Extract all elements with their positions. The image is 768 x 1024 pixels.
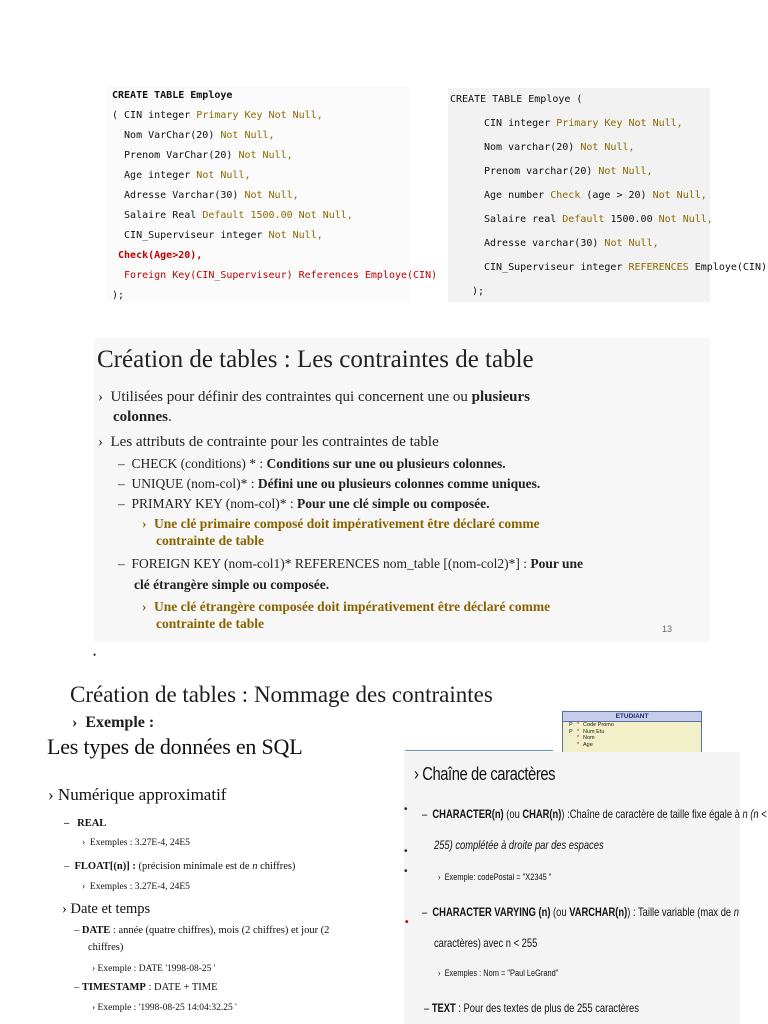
table-diagram-etudiant (562, 711, 702, 755)
code-line: ( CIN integer Primary Key Not Null, (112, 110, 323, 121)
table-diagram-header: ETUDIANT (563, 712, 701, 722)
code-line: Salaire Real Default 1500.00 Not Null, (112, 210, 353, 221)
example-item: › Exemple : '1998-08-25 14:04:32.25 ' (92, 1003, 237, 1013)
note-foreign-key-cont: contrainte de table (156, 616, 264, 631)
divider (405, 750, 553, 751)
slide-title-sql-types: Les types de données en SQL (47, 734, 303, 759)
note-primary-key-cont: contrainte de table (156, 533, 264, 548)
type-item-text: – TEXT : Pour des textes de plus de 255 caractères (424, 1001, 639, 1015)
code-line: Foreign Key(CIN_Superviseur) References Employe(CIN) (112, 270, 438, 281)
code-line: Age number Check (age > 20) Not Null, (484, 190, 707, 201)
bullet-item: › Utilisées pour définir des contraintes qui concernent une ou plusieurs (98, 389, 531, 405)
code-line: Prenom varchar(20) Not Null, (484, 166, 653, 177)
example-item: › Exemples : 3.27E-4, 24E5 (82, 838, 190, 848)
type-item-varchar-cont: caractères) avec n < 255 (434, 936, 538, 950)
code-line: Check(Age>20), (112, 250, 203, 261)
slide-char-types (404, 752, 767, 1024)
sub-item-check: – CHECK (conditions) * : Conditions sur une ou plusieurs colonnes. (118, 456, 506, 471)
code-line: CREATE TABLE Employe ( (450, 94, 583, 105)
code-line: Nom VarChar(20) Not Null, (112, 130, 275, 141)
note-primary-key: › Une clé primaire composé doit impérativement être déclaré comme (142, 516, 540, 531)
note-foreign-key: › Une clé étrangère composée doit impérativement être déclaré comme (142, 599, 551, 614)
section-heading: › Date et temps (62, 901, 151, 917)
fragment-mark: • (404, 866, 408, 877)
example-item: › Exemple : DATE '1998-08-25 ' (92, 964, 216, 974)
code-line: Adresse varchar(30) Not Null, (484, 238, 659, 249)
code-line: Adresse Varchar(30) Not Null, (112, 190, 299, 201)
type-item-char: – CHARACTER(n) (ou CHAR(n)) :Chaîne de caractère de taille fixe égale à n (n < (422, 807, 767, 821)
type-item-date: – DATE : année (quatre chiffres), mois (2 chiffres) et jour (2 (74, 925, 330, 936)
bullet-item-cont: colonnes. (113, 409, 172, 425)
sub-item-foreign-key-cont: clé étrangère simple ou composée. (134, 577, 330, 592)
code-block-right (448, 88, 767, 302)
type-item-date-cont: chiffres) (88, 942, 124, 953)
code-line: CIN_Superviseur integer REFERENCES Employe(CIN) (484, 262, 767, 273)
example-item: › Exemples : 3.27E-4, 24E5 (82, 882, 190, 892)
example-label: › Exemple : (72, 714, 155, 731)
slide-title: Création de tables : Les contraintes de table (97, 346, 534, 373)
fragment-mark: • (405, 917, 409, 928)
section-heading: › Chaîne de caractères (414, 764, 556, 784)
fragment-mark: • (404, 804, 408, 815)
type-item-varchar: – CHARACTER VARYING (n) (ou VARCHAR(n)) : Taille variable (max de n (422, 905, 739, 919)
type-item-real: – REAL (64, 818, 107, 829)
bullet-item: › Les attributs de contrainte pour les contraintes de table (98, 434, 439, 450)
type-item-float: – FLOAT[(n)] : (précision minimale est de n chiffres) (64, 861, 296, 872)
sub-item-primary-key: – PRIMARY KEY (nom-col)* : Pour une clé simple ou composée. (118, 496, 490, 511)
page-number: 13 (661, 624, 672, 634)
sub-item-foreign-key: – FOREIGN KEY (nom-col1)* REFERENCES nom_table [(nom-col2)*] : Pour une (118, 556, 583, 571)
type-item-char-cont: 255) complétée à droite par des espaces (434, 838, 604, 852)
table-diagram-row: P * Num Etu (569, 728, 605, 735)
section-heading: › Numérique approximatif (48, 785, 227, 804)
code-line: ); (472, 286, 485, 297)
code-line: ); (112, 290, 125, 301)
code-line: Prenom VarChar(20) Not Null, (112, 150, 293, 161)
example-item: › Exemple: codePostal = "X2345 " (438, 872, 552, 883)
fragment-mark: • (404, 846, 408, 857)
bullet-dot: • (93, 650, 97, 660)
code-line: Nom varchar(20) Not Null, (484, 142, 635, 153)
type-item-timestamp: – TIMESTAMP : DATE + TIME (74, 982, 218, 993)
code-line: CREATE TABLE Employe (112, 90, 233, 101)
code-line: CIN_Superviseur integer Not Null, (112, 230, 323, 241)
table-diagram-row: * Age (577, 741, 593, 748)
sub-item-unique: – UNIQUE (nom-col)* : Défini une ou plusieurs colonnes comme uniques. (118, 476, 541, 491)
table-diagram-row: P * Code Promo (569, 722, 614, 728)
code-block-left (106, 86, 438, 302)
table-diagram-row: * Nom (577, 735, 595, 741)
code-line: CIN integer Primary Key Not Null, (484, 118, 683, 129)
code-line: Age integer Not Null, (112, 170, 251, 181)
slide-table-constraints (94, 338, 710, 642)
code-line: Salaire real Default 1500.00 Not Null, (484, 214, 713, 225)
slide-title-naming: Création de tables : Nommage des contraintes (70, 682, 493, 707)
example-item: › Exemples : Nom = "Paul LeGrand" (438, 968, 559, 979)
